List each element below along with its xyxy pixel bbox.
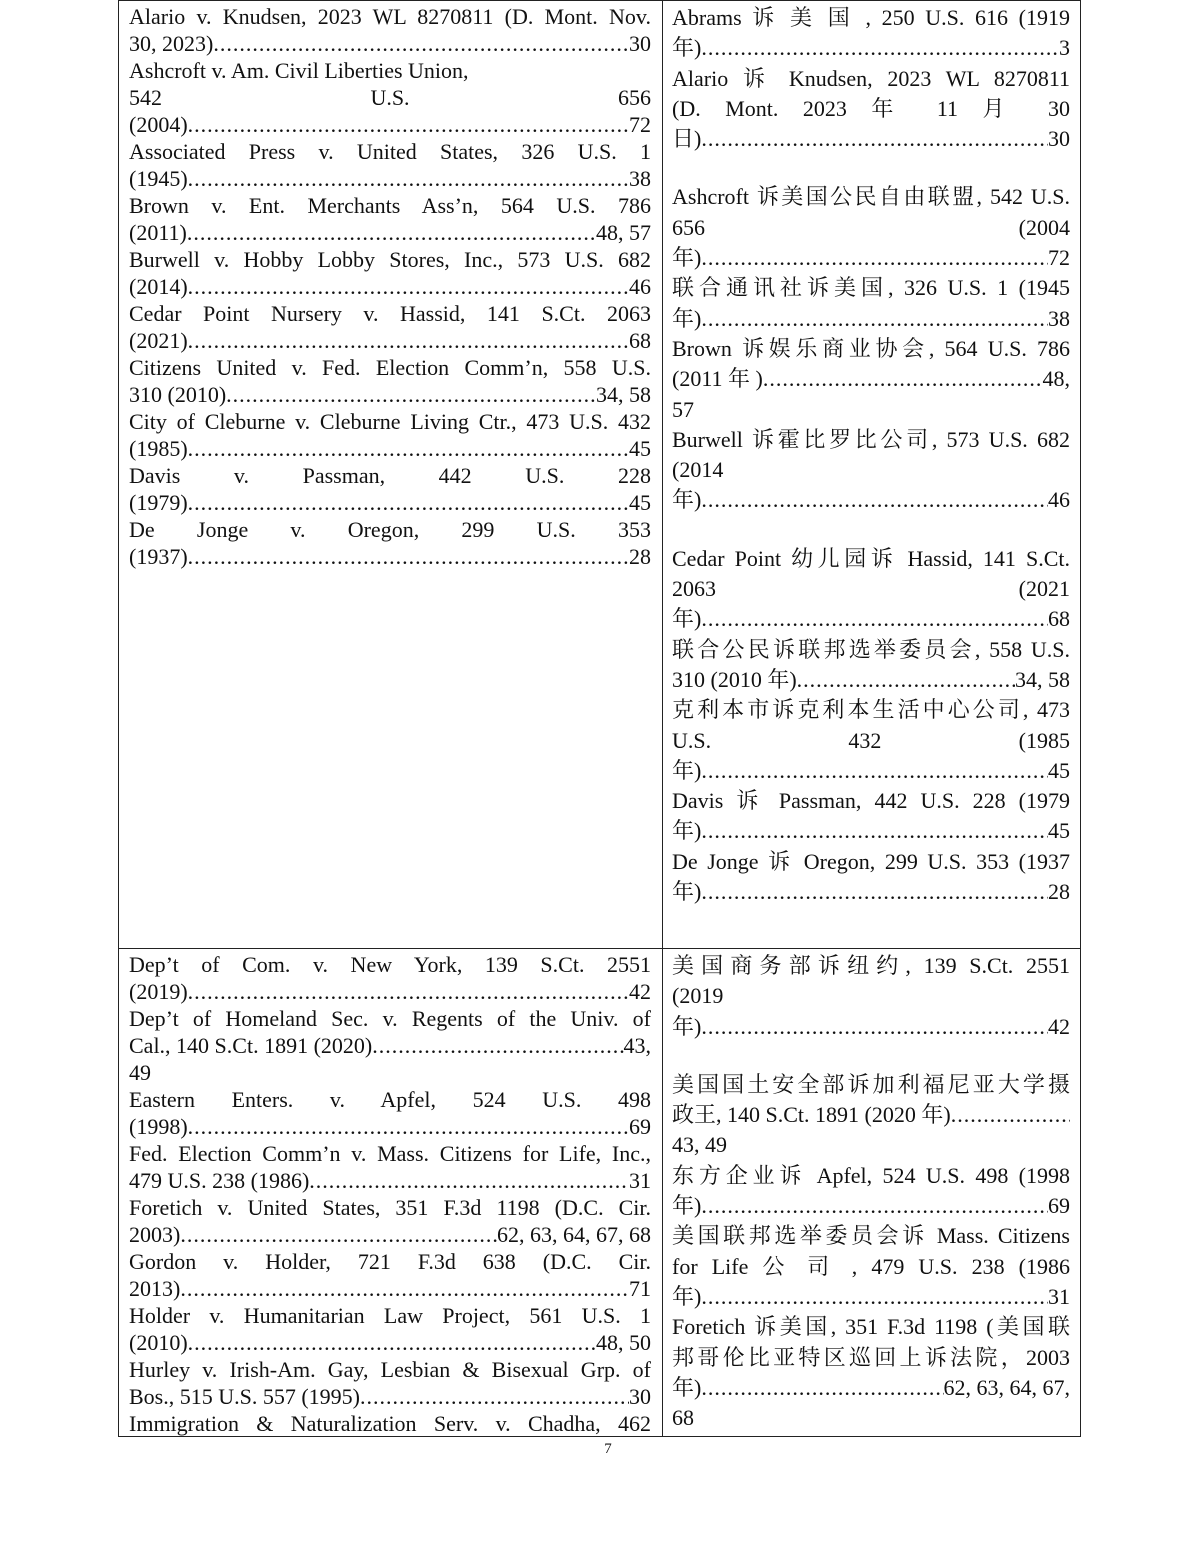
citation-text: 美国商务部诉纽约, 139 S.Ct. 2551 [672,953,1070,978]
citation-text: 年) [672,35,702,61]
citation-text: 联合公民诉联邦选举委员会, 558 U.S. [672,636,1070,662]
page-reference: 46 [1048,487,1070,513]
citation-text: Dep’t of Com. v. New York, 139 S.Ct. 2551 [129,952,651,977]
page-reference: 45 [629,490,651,515]
citation-entry [672,3,1070,64]
dot-leader [360,1383,629,1410]
dot-leader [701,304,1048,334]
citation-text: Dep’t of Homeland Sec. v. Regents of the Univ. of [129,1006,651,1031]
dot-leader [951,1100,1070,1130]
citation-text: Cal., 140 S.Ct. 1891 (2020) [129,1033,373,1058]
citation-entry [672,1161,1070,1222]
citation-text: 日) [672,126,702,152]
page-reference: 72 [1048,245,1070,271]
citation-text: 年) [672,1374,702,1400]
citation-text: (2021) [129,328,188,353]
page-reference: 34, 58 [1015,666,1070,692]
citation-text: 年) [672,487,702,513]
citation-text: 邦哥伦比亚特区巡回上诉法院，2003 [672,1344,1070,1370]
citation-text: De Jonge 诉 Oregon, 299 U.S. 353 (1937 [672,848,1070,874]
citation-entry [672,635,1070,696]
dot-leader [701,485,1048,515]
citation-text: 542 U.S. 656 [129,85,651,110]
citation-line-with-page [672,665,1070,695]
citation-entry [129,1140,651,1194]
citation-entry [129,354,651,408]
citation-text: De Jonge v. Oregon, 299 U.S. 353 [129,517,651,542]
dot-leader [701,243,1048,273]
page-reference: 68 [629,328,651,353]
spacer [672,154,1070,182]
citation-line-with-page [129,1167,651,1194]
citation-text: 2013) [129,1276,181,1301]
citation-text: Foretich v. United States, 351 F.3d 1198 (D.C. Cir. [129,1195,651,1220]
citation-entry [129,3,651,57]
table-of-authorities [118,0,1081,1437]
citation-line-with-page [129,30,651,57]
citation-text: 43, 49 [672,1132,727,1158]
dot-leader [701,1191,1048,1221]
citation-entry [672,847,1070,908]
citation-line-with-page [672,364,1070,394]
citation-entry [129,246,651,300]
citation-line-with-page [672,1282,1070,1312]
citation-entry [129,1086,651,1140]
citation-text: Brown v. Ent. Merchants Ass’n, 564 U.S. 786 [129,193,651,218]
page-reference: 46 [629,274,651,299]
dot-leader [187,219,596,246]
dot-leader [188,1113,629,1140]
page-reference: 34, 58 [596,382,651,407]
dot-leader [701,1373,943,1403]
citation-text: Alario v. Knudsen, 2023 WL 8270811 (D. Mont. Nov. [129,4,651,29]
cell-chinese-bottom [672,951,1070,1433]
citation-entry [672,1221,1070,1312]
dot-leader [701,816,1048,846]
citation-entry [672,544,1070,635]
citation-line-with-page [129,543,651,570]
citation-text: Burwell v. Hobby Lobby Stores, Inc., 573 U.S. 682 [129,247,651,272]
page-reference: 30 [1048,126,1070,152]
citation-text: Davis 诉 Passman, 442 U.S. 228 (1979 [672,788,1070,814]
citation-entry [129,192,651,246]
dot-leader [701,877,1048,907]
citation-entry [672,273,1070,334]
citation-entry [129,1410,651,1437]
citation-text: Eastern Enters. v. Apfel, 524 U.S. 498 [129,1087,651,1112]
citation-line-with-page [672,756,1070,786]
citation-line-with-page [129,111,651,138]
dot-leader [226,381,596,408]
citation-text: 年) [672,757,702,783]
dot-leader [188,978,629,1005]
dot-leader [188,1329,596,1356]
dot-leader [701,1012,1048,1042]
citation-line-with-page [129,327,651,354]
citation-text: Associated Press v. United States, 326 U.S. 1 [129,139,651,164]
citation-text: 年) [672,879,702,905]
page-reference: 48, 57 [596,220,651,245]
citation-text: 美国联邦选举委员会诉 Mass. Citizens [672,1223,1070,1249]
dot-leader [372,1032,623,1059]
dot-leader [763,364,1043,394]
dot-leader [188,543,629,570]
citation-entry [672,786,1070,847]
page-reference: 28 [1048,879,1070,905]
citation-entry [129,462,651,516]
citation-text: 年) [672,1283,702,1309]
citation-entry [672,951,1070,1042]
dot-leader [188,327,629,354]
page-reference: 45 [1048,757,1070,783]
page-reference: 43, [623,1033,651,1058]
citation-text: 310 (2010) [129,382,227,407]
citation-text: (1945) [129,166,188,191]
citation-text: 2063 (2021 [672,576,1070,602]
citation-line-with-page [129,1383,651,1410]
citation-text: Abrams 诉 美 国 , 250 U.S. 616 (1919 [672,5,1070,30]
column-divider [662,1,663,1436]
citation-text: 656 (2004 [672,214,1070,240]
citation-text: 68 [672,1405,694,1431]
citation-text: Burwell 诉霍比罗比公司, 573 U.S. 682 [672,426,1070,452]
citation-text: (2014 [672,457,724,483]
citation-entry [129,1194,651,1248]
citation-text: Brown 诉娱乐商业协会, 564 U.S. 786 [672,335,1070,361]
citation-text: 57 [672,396,694,422]
page-reference: 72 [629,112,651,137]
citation-entry [672,334,1070,425]
citation-text: 年) [672,245,702,271]
citation-entry [129,1248,651,1302]
citation-text: Fed. Election Comm’n v. Mass. Citizens for Life, Inc., [129,1141,651,1166]
citation-text: 49 [129,1060,151,1085]
citation-text: 年) [672,1193,702,1219]
citation-entry [129,1356,651,1410]
citation-text: 年) [672,305,702,331]
citation-entry [129,516,651,570]
cell-english-bottom [129,951,651,1437]
citation-text: (2014) [129,274,188,299]
citation-text: 年) [672,818,702,844]
cell-english-top [129,3,651,570]
citation-text: for Life 公 司 , 479 U.S. 238 (1986 [672,1253,1070,1279]
citation-entry [129,300,651,354]
page-reference: 69 [1048,1193,1070,1219]
dot-leader [180,1221,497,1248]
citation-line-with-page [129,978,651,1005]
citation-entry [129,138,651,192]
citation-text: (1998) [129,1114,188,1139]
citation-text: Ashcroft v. Am. Civil Liberties Union, [129,58,469,83]
citation-line-with-page [129,1032,651,1059]
citation-line-with-page [672,1191,1070,1221]
page-reference: 31 [1048,1283,1070,1309]
citation-text: (2019 [672,983,724,1009]
page-reference: 45 [1048,818,1070,844]
citation-line-with-page [129,1221,651,1248]
page-reference: 62, 63, 64, 67, 68 [497,1222,651,1247]
page-reference: 30 [629,1384,651,1409]
citation-entry [672,1070,1070,1161]
dot-leader [701,1282,1048,1312]
citation-line-with-page [129,1275,651,1302]
page-reference: 31 [629,1168,651,1193]
row-divider [119,948,1080,949]
citation-text: (1937) [129,544,188,569]
citation-line-with-page [672,485,1070,515]
citation-entry [672,1312,1070,1433]
citation-text: (1985) [129,436,188,461]
citation-text: 479 U.S. 238 (1986) [129,1168,310,1193]
citation-text: Foretich 诉美国, 351 F.3d 1198 (美国联 [672,1314,1070,1340]
citation-text: Immigration & Naturalization Serv. v. Chadha, 462 [129,1411,651,1436]
citation-text: Bos., 515 U.S. 557 (1995) [129,1384,361,1409]
page-number: 7 [604,1441,612,1457]
dot-leader [188,435,629,462]
citation-text: 2003) [129,1222,181,1247]
page-reference: 48, [1042,366,1070,392]
dot-leader [188,489,629,516]
citation-line-with-page [672,243,1070,273]
citation-text: (2004) [129,112,188,137]
dot-leader [701,124,1048,154]
citation-line-with-page [129,381,651,408]
citation-text: (1979) [129,490,188,515]
citation-line-with-page [672,124,1070,154]
citation-text: Citizens United v. Fed. Election Comm’n, 558 U.S. [129,355,651,380]
citation-line-with-page [129,435,651,462]
citation-text: 克利本市诉克利本生活中心公司, 473 [672,697,1070,723]
page-reference: 62, 63, 64, 67, [943,1374,1070,1400]
page-reference: 42 [629,979,651,1004]
citation-text: U.S. 432 (1985 [672,727,1070,753]
citation-text: Cedar Point Nursery v. Hassid, 141 S.Ct. 2063 [129,301,651,326]
citation-entry [129,408,651,462]
dot-leader [188,111,629,138]
citation-line-with-page [129,489,651,516]
citation-text: (2011) [129,220,187,245]
citation-text: Cedar Point 幼儿园诉 Hassid, 141 S.Ct. [672,545,1070,571]
citation-text: 年) [672,606,702,632]
dot-leader [797,665,1015,695]
citation-text: Gordon v. Holder, 721 F.3d 638 (D.C. Cir. [129,1249,651,1274]
citation-entry [129,951,651,1005]
citation-text: Davis v. Passman, 442 U.S. 228 [129,463,651,488]
page-reference: 71 [629,1276,651,1301]
page-reference: 68 [1048,606,1070,632]
citation-line-with-page [672,304,1070,334]
dot-leader [701,756,1048,786]
dot-leader [213,30,629,57]
dot-leader [701,33,1059,63]
citation-line-with-page [672,1373,1070,1403]
citation-line-with-page [129,1113,651,1140]
citation-text: 310 (2010 年) [672,666,797,692]
citation-entry [129,1005,651,1086]
citation-text: Hurley v. Irish-Am. Gay, Lesbian & Bisexual Grp. of [129,1357,651,1382]
dot-leader [188,165,629,192]
citation-line-with-page [672,604,1070,634]
citation-text: 东方企业诉 Apfel, 524 U.S. 498 (1998 [672,1162,1070,1188]
citation-text: Alario 诉 Knudsen, 2023 WL 8270811 [672,65,1070,91]
citation-line-with-page [672,1012,1070,1042]
page-reference: 38 [1048,305,1070,331]
page-reference: 48, 50 [596,1330,651,1355]
page-reference: 42 [1048,1013,1070,1039]
citation-line-with-page [672,1100,1070,1130]
page-reference: 69 [629,1114,651,1139]
dot-leader [188,273,629,300]
dot-leader [309,1167,629,1194]
citation-line-with-page [672,33,1070,63]
page-reference: 3 [1059,35,1070,61]
citation-text: (2010) [129,1330,188,1355]
citation-text: 政王, 140 S.Ct. 1891 (2020 年) [672,1102,951,1128]
citation-text: Holder v. Humanitarian Law Project, 561 U.S. 1 [129,1303,651,1328]
citation-line-with-page [672,816,1070,846]
citation-text: (2011 年 ) [672,366,763,392]
citation-entry [672,425,1070,516]
citation-text: 30, 2023) [129,31,214,56]
citation-line-with-page [129,219,651,246]
citation-text: Ashcroft 诉美国公民自由联盟, 542 U.S. [672,184,1070,210]
citation-text: 美国国土安全部诉加利福尼亚大学摄 [672,1071,1070,1097]
citation-line-with-page [129,273,651,300]
citation-text: (2019) [129,979,188,1004]
citation-line-with-page [129,165,651,192]
cell-chinese-top [672,3,1070,907]
citation-line-with-page [672,877,1070,907]
citation-entry [129,57,651,138]
page-reference: 28 [629,544,651,569]
citation-text: 联合通讯社诉美国, 326 U.S. 1 (1945 [672,275,1070,301]
page-reference: 38 [629,166,651,191]
citation-text: City of Cleburne v. Cleburne Living Ctr., 473 U.S. 432 [129,409,651,434]
citation-text: (D. Mont. 2023 年 11 月 30 [672,95,1070,121]
citation-line-with-page [129,1329,651,1356]
citation-entry [672,695,1070,786]
spacer [672,516,1070,544]
dot-leader [701,604,1048,634]
citation-entry [672,64,1070,155]
citation-text: 年) [672,1013,702,1039]
dot-leader [180,1275,629,1302]
spacer [672,1042,1070,1070]
page-reference: 45 [629,436,651,461]
page-reference: 30 [629,31,651,56]
citation-entry [672,182,1070,273]
citation-entry [129,1302,651,1356]
